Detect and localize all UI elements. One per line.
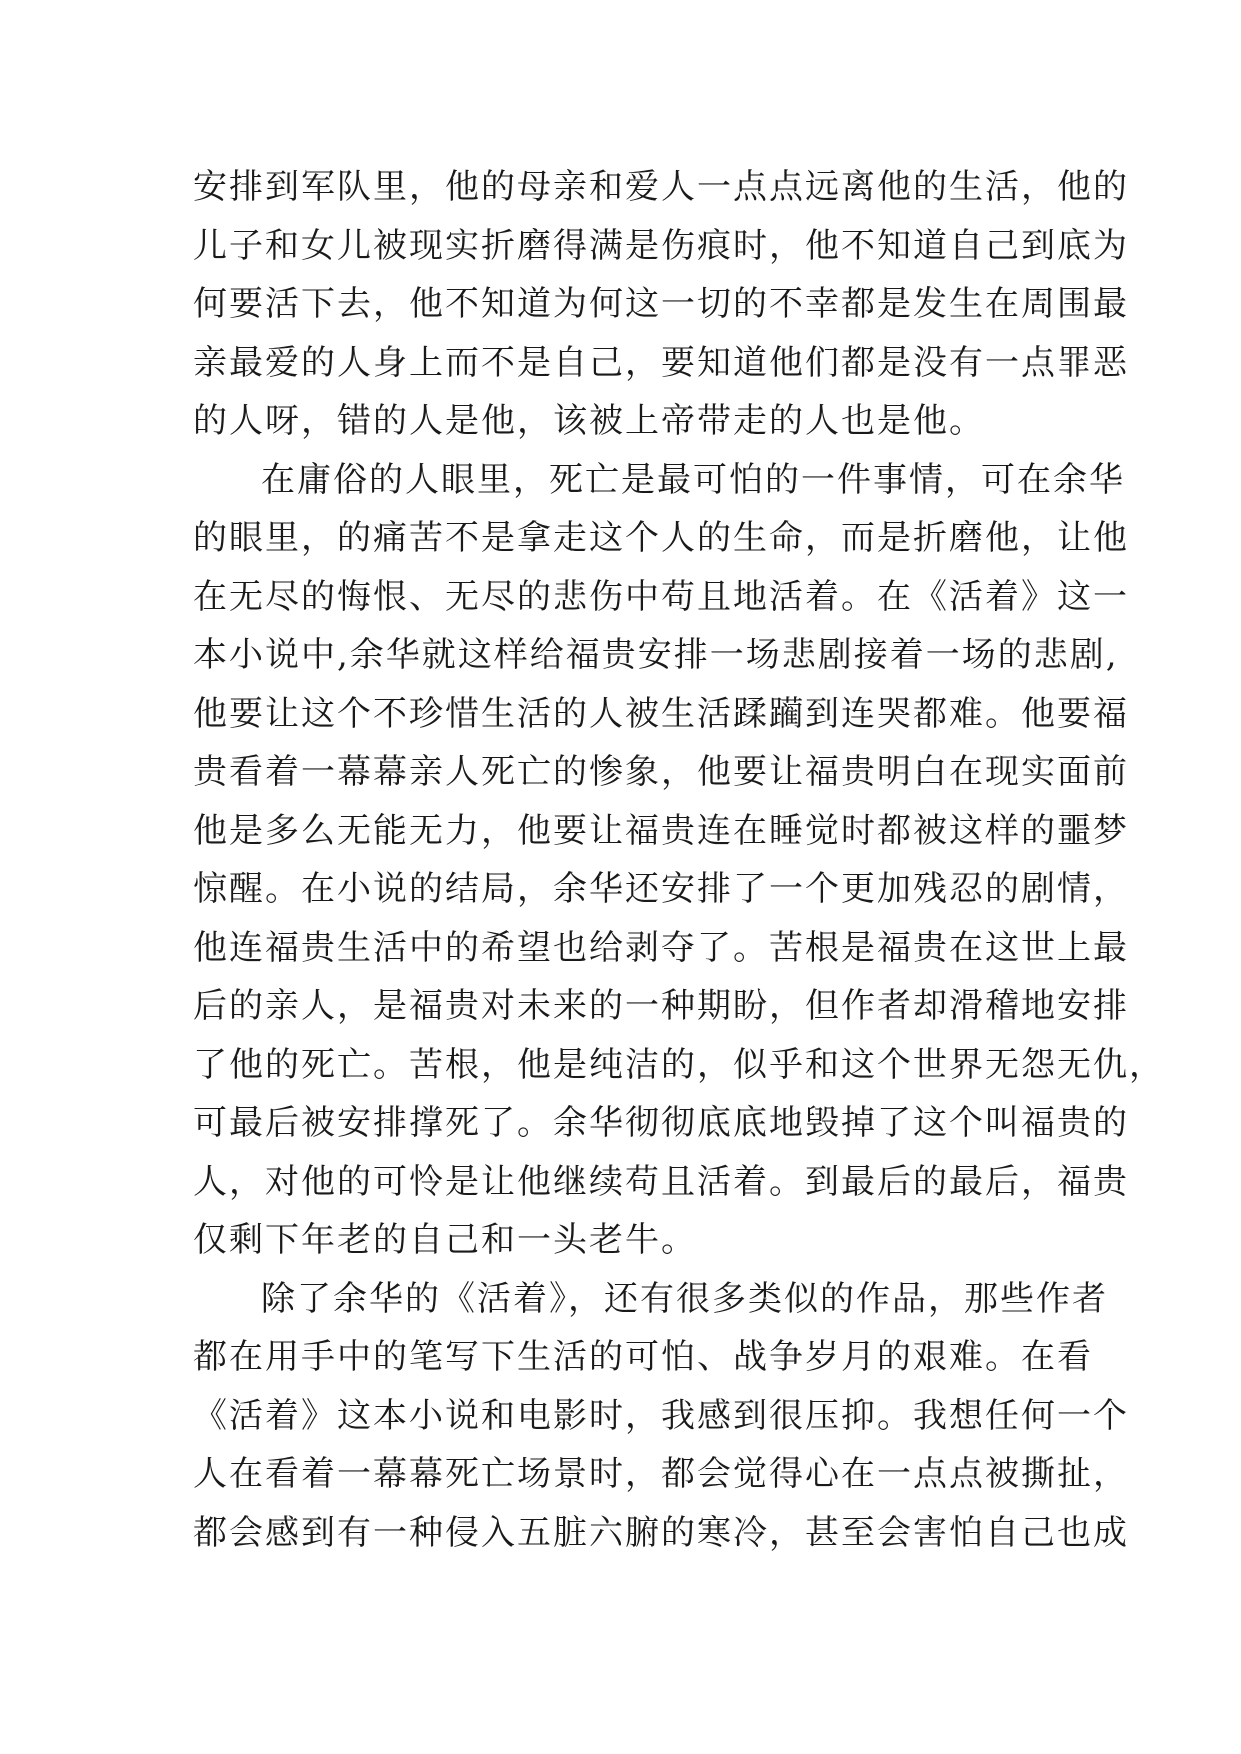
text-line: 仅剩下年老的自己和一头老牛。 — [193, 1220, 697, 1260]
body-text — [193, 158, 1165, 1562]
text-line: 的人呀，错的人是他，该被上帝带走的人也是他。 — [193, 401, 985, 441]
text-line: 贵看着一幕幕亲人死亡的惨象，他要让福贵明白在现实面前 — [193, 752, 1129, 792]
text-line: 都在用手中的笔写下生活的可怕、战争岁月的艰难。在看 — [193, 1337, 1093, 1377]
text-line: 本小说中,余华就这样给福贵安排一场悲剧接着一场的悲剧, — [193, 635, 1119, 675]
text-line: 后的亲人，是福贵对未来的一种期盼，但作者却滑稽地安排 — [193, 986, 1129, 1026]
paragraph-3 — [193, 1270, 1129, 1563]
text-line: 儿子和女儿被现实折磨得满是伤痕时，他不知道自己到底为 — [193, 225, 1129, 266]
text-line: 了他的死亡。苦根，他是纯洁的，似乎和这个世界无怨无仇， — [193, 1044, 1165, 1085]
text-line: 人，对他的可怜是让他继续苟且活着。到最后的最后，福贵 — [193, 1161, 1129, 1202]
text-line: 他要让这个不珍惜生活的人被生活蹂躏到连哭都难。他要福 — [193, 693, 1129, 734]
text-line: 在无尽的悔恨、无尽的悲伤中苟且地活着。在《活着》这一 — [193, 576, 1129, 617]
text-line: 惊醒。在小说的结局，余华还安排了一个更加残忍的剧情， — [193, 869, 1129, 909]
text-line: 在庸俗的人眼里，死亡是最可怕的一件事情，可在余华 — [261, 459, 1125, 500]
text-line: 的眼里，的痛苦不是拿走这个人的生命，而是折磨他，让他 — [193, 518, 1129, 558]
text-line: 可最后被安排撑死了。余华彻彻底底地毁掉了这个叫福贵的 — [193, 1103, 1129, 1143]
text-line: 安排到军队里，他的母亲和爱人一点点远离他的生活，他的 — [193, 167, 1129, 207]
paragraph-1 — [193, 158, 1129, 451]
text-line: 亲最爱的人身上而不是自己，要知道他们都是没有一点罪恶 — [193, 342, 1129, 383]
text-line: 他是多么无能无力，他要让福贵连在睡觉时都被这样的噩梦 — [193, 810, 1129, 851]
paragraph-2 — [193, 451, 1165, 1270]
text-line: 人在看着一幕幕死亡场景时，都会觉得心在一点点被撕扯， — [193, 1454, 1129, 1494]
text-line: 他连福贵生活中的希望也给剥夺了。苦根是福贵在这世上最 — [193, 927, 1129, 968]
text-line: 都会感到有一种侵入五脏六腑的寒冷，甚至会害怕自己也成 — [193, 1512, 1129, 1553]
text-line: 何要活下去，他不知道为何这一切的不幸都是发生在周围最 — [193, 284, 1129, 324]
text-line: 《活着》这本小说和电影时，我感到很压抑。我想任何一个 — [193, 1395, 1129, 1436]
text-line: 除了余华的《活着》，还有很多类似的作品，那些作者 — [261, 1278, 1108, 1319]
